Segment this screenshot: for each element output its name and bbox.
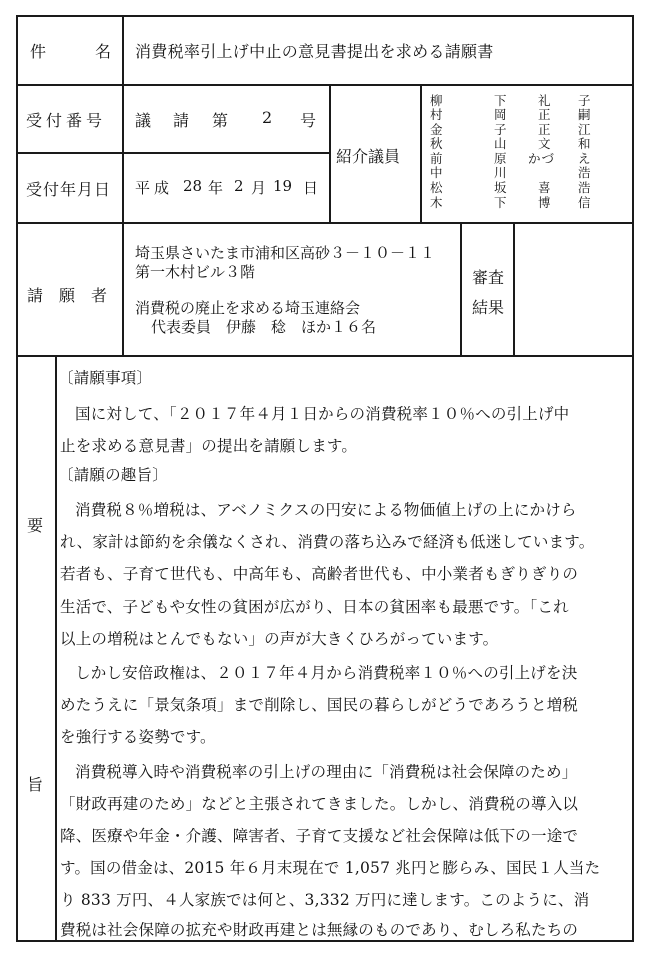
introducer-3-given-a: 正	[538, 122, 552, 137]
introducer-4-given-a: 文	[538, 136, 552, 151]
para2-line5: 以上の増税はとんでもない」の声が大きくひろがっています。	[60, 630, 499, 648]
introducer-8-surname-a: 木	[430, 195, 444, 210]
petitioner-address-line1: 埼玉県さいたま市浦和区高砂３－１０－１１	[135, 244, 436, 262]
label-summary-a: 要	[27, 516, 44, 535]
para2-line1: 消費税８％増税は、アベノミクスの円安による物価値上げの上にかけら	[75, 501, 577, 519]
introducer-3-surname-a: 金	[430, 122, 444, 137]
introducer-1-given-b: 子	[578, 93, 592, 108]
rule-introducer-right	[420, 84, 422, 223]
introducer-2-given-a: 正	[538, 107, 552, 122]
rule-receipt-mid	[16, 152, 329, 154]
para4-line3: 降、医療や年金・介護、障害者、子育て支援など社会保障は低下の一途で	[60, 827, 579, 845]
introducer-7-surname-a: 松	[430, 180, 444, 195]
para4-line2: 「財政再建のため」などと主張されてきました。しかし、消費税の導入以	[60, 795, 579, 813]
label-review-b: 結果	[472, 298, 505, 317]
para2-line3: 若者も、子育て世代も、中高年も、高齢者世代も、中小業者もぎりぎりの	[60, 565, 579, 583]
receipt-part-1: 議	[135, 111, 152, 130]
introducer-7-given-a: 喜	[538, 180, 552, 195]
heading-petition-items: 〔請願事項〕	[58, 369, 153, 387]
label-subject-b: 名	[95, 42, 112, 61]
label-review-a: 審査	[472, 268, 505, 287]
introducer-4-given-b: 和	[578, 136, 592, 151]
para1-line1: 国に対して、「２０１７年４月１日からの消費税率１０％への引上げ中	[75, 405, 570, 423]
introducer-7-surname-b: 坂	[494, 180, 508, 195]
rule-introducer-left	[329, 84, 331, 223]
date-day-unit: 日	[303, 179, 319, 197]
rule-petitioner-bottom	[16, 355, 634, 357]
rule-subject-bottom	[16, 84, 634, 86]
para3-line1: しかし安倍政権は、２０１７年４月から消費税率１０％への引上げを決	[75, 664, 578, 682]
introducer-4-surname-a: 秋	[430, 136, 444, 151]
para3-line3: を強行する姿勢です。	[60, 728, 216, 746]
introducer-8-surname-b: 下	[494, 195, 508, 210]
para4-line5: り 833 万円、４人家族では何と、3,332 万円に達します。このように、消	[60, 891, 590, 909]
label-subject-a: 件	[30, 42, 47, 61]
heading-petition-purpose: 〔請願の趣旨〕	[58, 466, 168, 484]
para4-line1: 消費税導入時や消費税率の引上げの理由に「消費税は社会保障のため」	[75, 763, 578, 781]
rule-review-left	[460, 222, 462, 356]
introducer-4-surname-b: 山	[494, 136, 508, 151]
rule-label-col	[122, 15, 124, 355]
receipt-part-2: 請	[173, 111, 190, 130]
introducer-6-given-b: 浩	[578, 165, 592, 180]
receipt-part-5: 号	[300, 111, 317, 130]
date-day: 19	[273, 177, 293, 195]
date-month-unit: 月	[251, 179, 267, 197]
label-petitioner: 請 願 者	[27, 286, 108, 305]
para3-line2: めたうえに「景気条項」まで削除し、国民の暮らしがどうであろうと増税	[60, 696, 579, 714]
petitioner-rep: 代表委員 伊藤 稔 ほか１６名	[151, 318, 377, 336]
para2-line2: れ、家計は節約を余儀なくされ、消費の落ち込みで経済も低迷しています。	[60, 533, 595, 551]
introducer-8-given-a: 博	[538, 195, 552, 210]
introducer-2-surname-a: 村	[430, 107, 444, 122]
introducer-8-given-b: 信	[578, 195, 592, 210]
introducer-5-surname-a: 前	[430, 151, 444, 166]
introducer-6-surname-b: 川	[494, 165, 508, 180]
label-receipt-date: 受付年月日	[26, 180, 112, 199]
para2-line4: 生活で、子どもや女性の貧困が広がり、日本の貧困率も最悪です。「これ	[60, 598, 569, 616]
introducer-6-surname-a: 中	[430, 165, 444, 180]
introducer-5-given-b: え	[578, 151, 592, 166]
petitioner-address-line2: 第一木村ビル３階	[135, 263, 256, 281]
introducer-1-surname-b: 下	[494, 93, 508, 108]
date-era: 平成	[135, 179, 174, 197]
rule-review-right	[513, 222, 515, 356]
receipt-part-4: 2	[262, 108, 273, 127]
receipt-part-3: 第	[212, 111, 229, 130]
rule-summary-col	[55, 355, 57, 942]
label-introducer: 紹介議員	[336, 147, 401, 166]
date-year-unit: 年	[208, 179, 224, 197]
date-year: 28	[183, 177, 203, 195]
introducer-5-surname-b: 原	[494, 151, 508, 166]
rule-receipt-bottom	[16, 222, 634, 224]
introducer-5-given-a: かづ	[528, 151, 556, 166]
introducer-3-given-b: 江	[578, 122, 592, 137]
subject-title: 消費税率引上げ中止の意見書提出を求める請願書	[135, 42, 494, 61]
para4-line6: 費税は社会保障の拡充や財政再建とは無縁のものであり、むしろ私たちの	[60, 921, 579, 939]
para4-line4: す。国の借金は、2015 年６月末現在で 1,057 兆円と膨らみ、国民１人当た	[60, 859, 601, 877]
para1-line2: 止を求める意見書」の提出を請願します。	[60, 437, 358, 455]
label-receipt-no: 受付番号	[26, 111, 107, 130]
introducer-2-surname-b: 岡	[494, 107, 508, 122]
introducer-2-given-b: 嗣	[578, 107, 592, 122]
introducer-1-surname-a: 柳	[430, 93, 444, 108]
introducer-7-given-b: 浩	[578, 180, 592, 195]
date-month: 2	[234, 177, 244, 195]
petitioner-org: 消費税の廃止を求める埼玉連絡会	[135, 299, 361, 317]
introducer-3-surname-b: 子	[494, 122, 508, 137]
label-summary-b: 旨	[27, 775, 44, 794]
introducer-1-given-a: 礼	[538, 93, 552, 108]
